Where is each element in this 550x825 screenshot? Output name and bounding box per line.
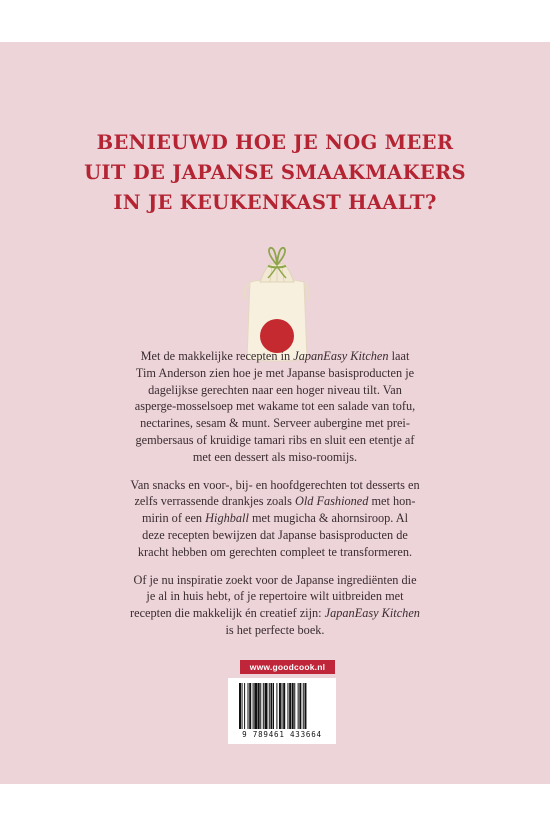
title-italic: Old Fashioned (294, 494, 369, 509)
title-italic: Highball (205, 511, 249, 526)
headline-line-1: BENIEUWD HOE JE NOG MEER (96, 131, 454, 154)
title-italic: JapanEasy Kitchen (293, 349, 389, 363)
blurb-paragraph-2 (130, 477, 420, 561)
blurb-text: met hon-mirin of een (141, 494, 416, 526)
blurb-paragraph-3 (130, 572, 420, 639)
cover-blurb (130, 348, 420, 650)
blurb-text: met mugicha & ahornsiroop. Al deze recepten bewijzen dat Japanse basisproducten de kracht hebben om gerechten compleet te transformeren. (137, 511, 413, 559)
blurb-text: Van snacks en voor-, bij- en hoofdgerechten tot desserts en zelfs verrassende drankjes zoals (130, 477, 420, 509)
blurb-text: Met de makkelijke recepten in (140, 349, 294, 363)
barcode-icon (237, 683, 327, 729)
cover-headline (0, 128, 550, 218)
isbn-barcode (228, 678, 336, 744)
headline-line-3: IN JE KEUKENKAST HAALT? (113, 191, 437, 214)
blurb-text: laat Tim Anderson zien hoe je met Japanse basisproducten je dagelijkse gerechten naar een hoger niveau tilt. Van asperge-mosselsoep met wakame tot een salade van tofu, nectarines, sesam & munt. Serveer aubergine met prei-gembersaus of kruidige tamari ribs en sluit een etentje af met een dessert als miso-roomijs. (134, 349, 416, 464)
publisher-url-badge: www.goodcook.nl (240, 660, 335, 674)
headline-line-2: UIT DE JAPANSE SMAAKMAKERS (84, 161, 466, 184)
title-italic: JapanEasy Kitchen (324, 606, 420, 621)
isbn-number: 9 789461 433664 (242, 730, 322, 739)
blurb-text: is het perfecte boek. (225, 622, 325, 637)
blurb-paragraph-1 (130, 348, 420, 466)
blurb-text: Of je nu inspiratie zoekt voor de Japanse ingrediënten die je al in huis hebt, of je repertoire wilt uitbreiden met recepten die makkelijk én creatief zijn: (130, 572, 417, 621)
